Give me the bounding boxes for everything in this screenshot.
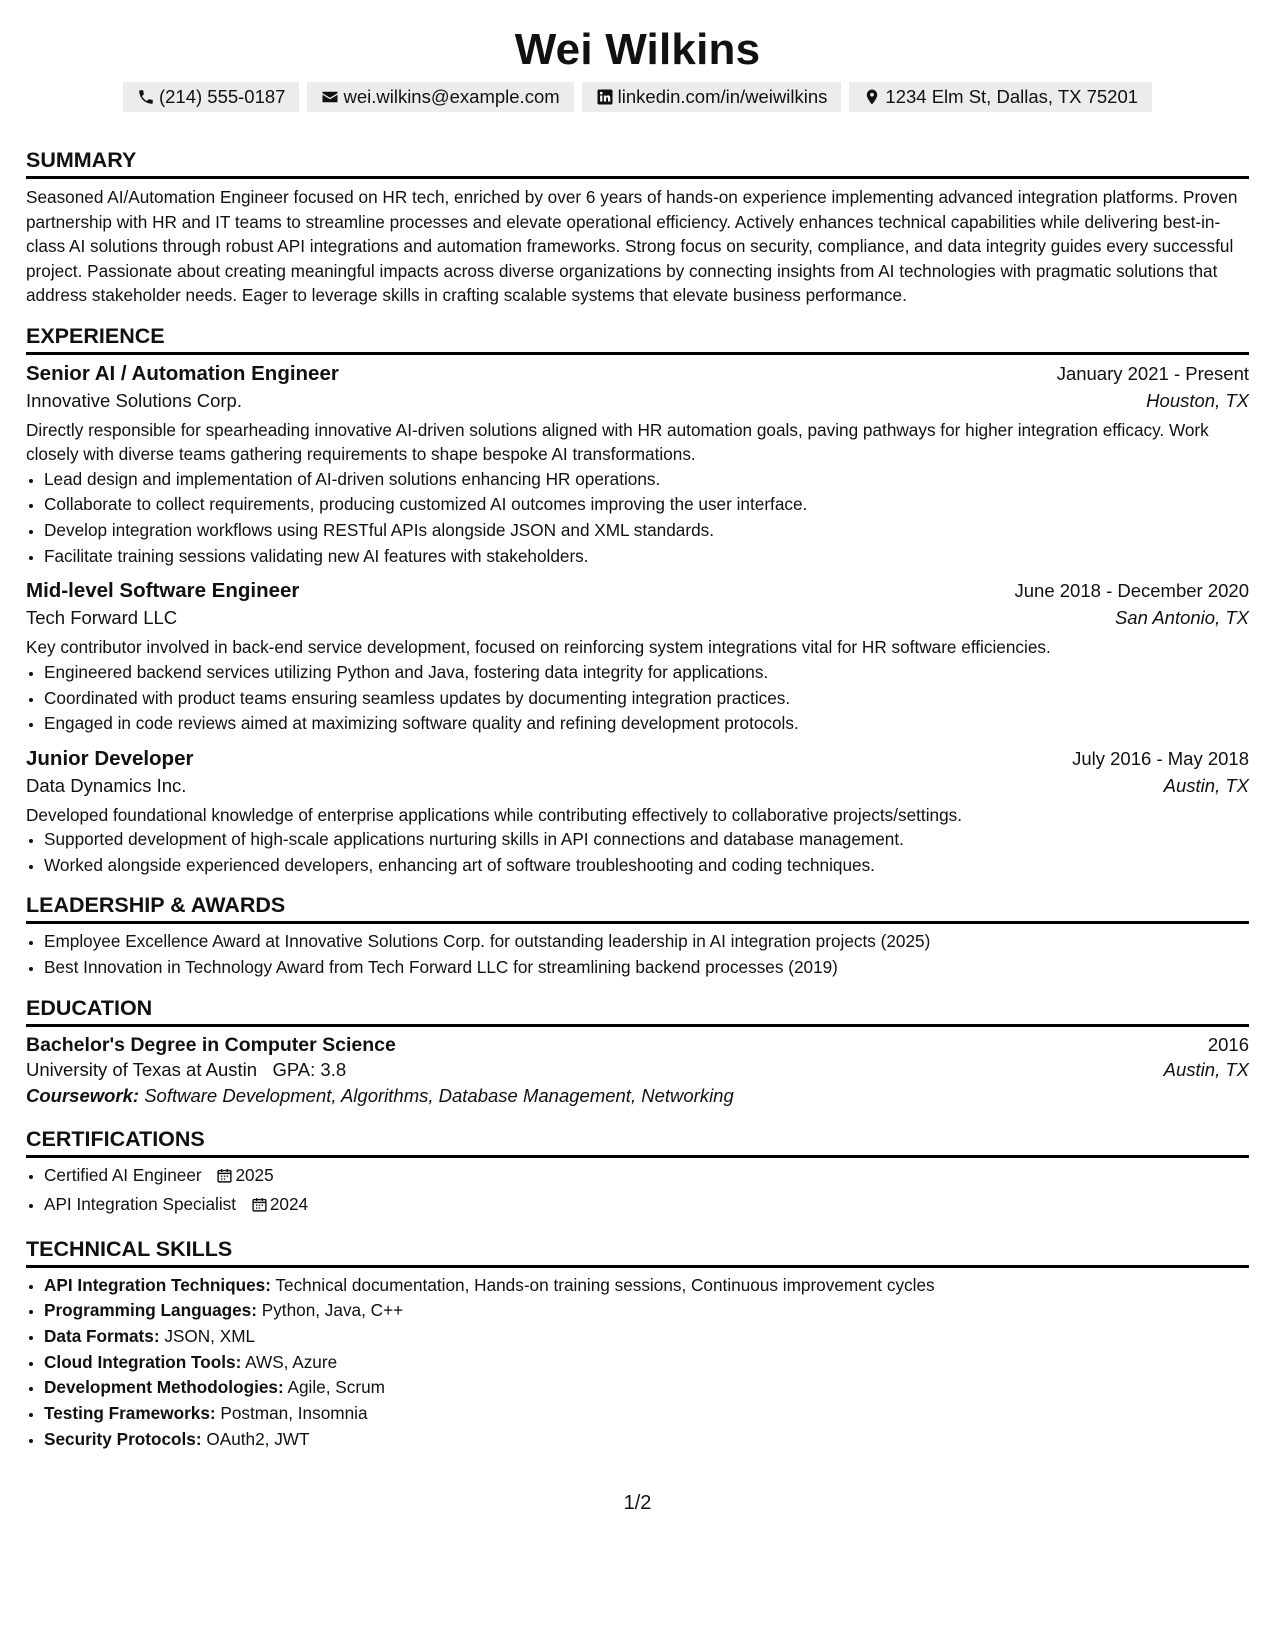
leadership-heading: LEADERSHIP & AWARDS	[26, 891, 1249, 924]
email-text: wei.wilkins@example.com	[343, 86, 560, 107]
calendar-icon	[251, 1195, 268, 1221]
award-list	[26, 929, 1249, 980]
job-location: San Antonio, TX	[1114, 607, 1249, 629]
certification-year: 2025	[235, 1165, 274, 1186]
certification-name: API Integration Specialist	[44, 1193, 237, 1214]
list-item	[44, 1273, 1249, 1299]
degree-title: Bachelor's Degree in Computer Science	[26, 1034, 396, 1057]
job-title: Mid-level Software Engineer	[26, 579, 300, 603]
skill-label: Security Protocols:	[44, 1428, 202, 1449]
education-heading: EDUCATION	[26, 994, 1249, 1027]
address-chip	[849, 82, 1152, 112]
list-item	[44, 1298, 1249, 1324]
job-description: Directly responsible for spearheading innovative AI-driven solutions aligned with HR automation goals, paving pathways for higher integration efficacy. Work closely with diverse teams gathering requirements to shape bespoke AI transformations.	[26, 419, 1209, 464]
skill-value: Python, Java, C++	[261, 1300, 404, 1321]
list-item: • Facilitate training sessions validating new AI features with stakeholders.	[44, 544, 1249, 570]
list-item	[44, 1375, 1249, 1401]
job-company: Tech Forward LLC	[26, 607, 178, 629]
coursework-label: Coursework:	[26, 1085, 140, 1107]
job-title: Junior Developer	[26, 746, 194, 770]
skill-label: Testing Frameworks:	[44, 1403, 216, 1424]
phone-icon	[137, 88, 155, 106]
linkedin-icon	[596, 88, 614, 106]
phone-chip	[123, 82, 300, 112]
list-item	[44, 1192, 1249, 1221]
skill-value: Technical documentation, Hands-on training sessions, Continuous improvement cycles	[275, 1274, 935, 1295]
coursework	[26, 1085, 1249, 1107]
job-bullets	[26, 827, 1249, 878]
skill-label: Cloud Integration Tools:	[44, 1351, 242, 1372]
skill-label: Data Formats:	[44, 1326, 160, 1347]
experience-heading: EXPERIENCE	[26, 322, 1249, 355]
list-item	[44, 1401, 1249, 1427]
envelope-icon	[321, 88, 339, 106]
skills-heading: TECHNICAL SKILLS	[26, 1235, 1249, 1268]
summary-heading: SUMMARY	[26, 146, 1249, 179]
contact-bar	[26, 82, 1249, 112]
skill-value: Postman, Insomnia	[220, 1403, 368, 1424]
list-item: • Supported development of high-scale applications nurturing skills in API connections and database management.	[44, 827, 1249, 853]
job-bullets	[26, 660, 1249, 737]
skill-value: AWS, Azure	[245, 1351, 338, 1372]
school-location: Austin, TX	[1163, 1059, 1249, 1081]
list-item	[44, 1163, 1249, 1192]
list-item: • Coordinated with product teams ensuring seamless updates by documenting integration practices.	[44, 686, 1249, 712]
graduation-year: 2016	[1207, 1034, 1249, 1056]
job-dates: June 2018 - December 2020	[1014, 580, 1249, 602]
list-item	[44, 1427, 1249, 1453]
job-description: Developed foundational knowledge of enterprise applications while contributing effectively to collaborative projects/settings.	[26, 804, 963, 825]
list-item: • Develop integration workflows using RESTful APIs alongside JSON and XML standards.	[44, 518, 1249, 544]
summary-text: Seasoned AI/Automation Engineer focused on HR tech, enriched by over 6 years of hands-on experience implementing advanced integration platforms. Proven partnership with HR and IT teams to streamline processes and elevate operational efficiency. Actively enhances technical capabilities while delivering best-in-class AI solutions through robust API integrations and automation frameworks. Strong focus on security, compliance, and data integrity guides every successful project. Passionate about creating meaningful impacts across diverse organizations by connecting insights from AI technologies with pragmatic solutions that address stakeholder needs. Eager to leverage skills in crafting scalable systems that elevate business performance.	[26, 187, 1238, 305]
map-pin-icon	[863, 88, 881, 106]
leadership-section	[26, 891, 1249, 980]
gpa: GPA: 3.8	[272, 1059, 347, 1081]
coursework-list: Software Development, Algorithms, Database Management, Networking	[144, 1085, 734, 1107]
resume-content	[26, 0, 1249, 1453]
page-number: 1/2	[623, 1492, 652, 1514]
certification-year: 2024	[269, 1193, 309, 1214]
job-location: Houston, TX	[1146, 389, 1249, 411]
candidate-name: Wei Wilkins	[514, 25, 761, 74]
job-dates: July 2016 - May 2018	[1072, 747, 1249, 769]
job-entry	[26, 747, 1249, 879]
education-section	[26, 994, 1249, 1107]
experience-section	[26, 322, 1249, 879]
list-item: • Collaborate to collect requirements, producing customized AI outcomes improving the user interface.	[44, 492, 1249, 518]
list-item	[44, 1324, 1249, 1350]
job-company: Innovative Solutions Corp.	[26, 389, 242, 411]
linkedin-chip[interactable]	[582, 82, 842, 112]
list-item: • Worked alongside experienced developers, enhancing art of software troubleshooting and coding techniques.	[44, 853, 1249, 879]
skill-label: Programming Languages:	[44, 1300, 257, 1321]
certifications-heading: CERTIFICATIONS	[26, 1125, 1249, 1158]
calendar-icon	[216, 1166, 233, 1192]
skills-list	[26, 1273, 1249, 1453]
job-entry	[26, 579, 1249, 737]
list-item: • Lead design and implementation of AI-driven solutions enhancing HR operations.	[44, 467, 1249, 493]
summary-section	[26, 146, 1249, 308]
job-entry	[26, 362, 1249, 570]
job-description: Key contributor involved in back-end service development, focused on reinforcing system integrations vital for HR software efficiencies.	[26, 637, 1051, 658]
address-text: 1234 Elm St, Dallas, TX 75201	[885, 86, 1139, 107]
list-item	[44, 1350, 1249, 1376]
certification-name: Certified AI Engineer	[44, 1165, 202, 1186]
job-title: Senior AI / Automation Engineer	[26, 361, 339, 385]
job-dates: January 2021 - Present	[1056, 362, 1249, 384]
school-name: University of Texas at Austin	[26, 1059, 258, 1081]
job-location: Austin, TX	[1163, 774, 1249, 796]
skill-value: OAuth2, JWT	[206, 1428, 310, 1449]
email-chip[interactable]	[307, 82, 573, 112]
list-item: • Best Innovation in Technology Award from Tech Forward LLC for streamlining backend processes (2019)	[44, 955, 1249, 981]
phone-text: (214) 555-0187	[158, 86, 286, 107]
job-bullets	[26, 467, 1249, 570]
skill-label: Development Methodologies:	[44, 1377, 284, 1398]
skills-section	[26, 1235, 1249, 1453]
list-item: • Employee Excellence Award at Innovative Solutions Corp. for outstanding leadership in AI integration projects (2025)	[44, 929, 1249, 955]
skill-label: API Integration Techniques:	[44, 1274, 271, 1295]
skill-value: Agile, Scrum	[287, 1377, 385, 1398]
certifications-section	[26, 1125, 1249, 1220]
certification-list	[26, 1163, 1249, 1220]
job-company: Data Dynamics Inc.	[26, 774, 187, 796]
list-item: • Engineered backend services utilizing Python and Java, fostering data integrity for applications.	[44, 660, 1249, 686]
skill-value: JSON, XML	[164, 1326, 256, 1347]
list-item: • Engaged in code reviews aimed at maximizing software quality and refining development protocols.	[44, 711, 1249, 737]
linkedin-text: linkedin.com/in/weiwilkins	[617, 86, 828, 107]
